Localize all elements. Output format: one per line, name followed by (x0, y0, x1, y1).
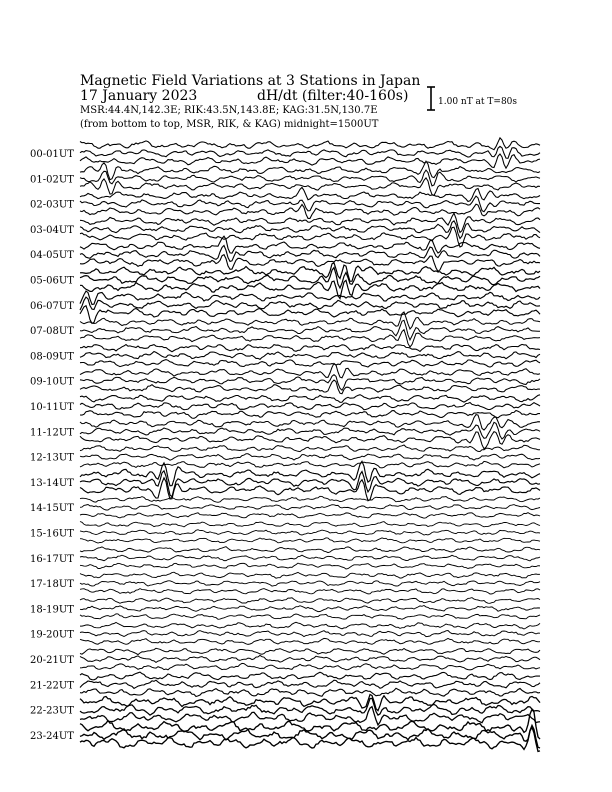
trace-line-msr (80, 227, 540, 247)
hour-label: 01-02UT (30, 174, 74, 186)
hour-label: 16-17UT (30, 553, 74, 565)
trace-line-kag (80, 598, 540, 604)
trace-line-kag (80, 395, 540, 403)
chart-date: 17 January 2023 (80, 88, 198, 104)
trace-line-kag (80, 547, 540, 553)
trace-line-kag (80, 496, 540, 502)
trace-line-rik (80, 403, 540, 410)
trace-line-kag (80, 236, 540, 253)
trace-line-kag (80, 344, 540, 351)
trace-line-rik (80, 530, 540, 535)
trace-line-msr (80, 178, 540, 196)
hour-label: 11-12UT (30, 427, 74, 439)
trace-line-kag (80, 187, 540, 201)
hour-label: 17-18UT (30, 579, 74, 591)
hour-label: 21-22UT (30, 680, 74, 692)
trace-line-msr (80, 614, 540, 620)
trace-line-rik (80, 631, 540, 637)
trace-line-rik (80, 221, 540, 239)
hour-label: 03-04UT (30, 224, 74, 236)
trace-line-msr (80, 280, 540, 298)
hour-label: 06-07UT (30, 300, 74, 312)
trace-line-kag (80, 138, 540, 150)
hour-label: 18-19UT (30, 604, 74, 616)
trace-line-kag (80, 363, 540, 377)
trace-line-msr (80, 255, 540, 272)
hour-label: 19-20UT (30, 629, 74, 641)
chart-title: Magnetic Field Variations at 3 Stations in Japan (80, 73, 421, 89)
hour-label: 08-09UT (30, 351, 74, 363)
trace-line-msr (80, 589, 540, 594)
hour-label: 23-24UT (30, 730, 74, 742)
chart-quantity: dH/dt (filter:40-160s) (257, 88, 409, 104)
station-order-note: (from bottom to top, MSR, RIK, & KAG) midnight=1500UT (80, 119, 379, 130)
trace-line-msr (80, 360, 540, 368)
trace-line-msr (80, 638, 540, 644)
hour-label: 22-23UT (30, 705, 74, 717)
trace-line-rik (80, 146, 540, 158)
hour-label: 14-15UT (30, 503, 74, 515)
hour-label: 20-21UT (30, 655, 74, 666)
hour-label: 13-14UT (30, 477, 74, 489)
hour-label: 00-01UT (30, 149, 74, 160)
scale-bar (427, 87, 517, 110)
trace-line-msr (80, 411, 540, 419)
trace-line-rik (80, 375, 540, 391)
trace-line-rik (80, 454, 540, 461)
trace-line-msr (80, 461, 540, 468)
hour-label: 12-13UT (30, 452, 74, 464)
hour-label: 02-03UT (30, 199, 74, 211)
trace-line-kag (80, 415, 540, 430)
hour-label: 09-10UT (30, 376, 74, 388)
chart-header (80, 73, 420, 130)
trace-line-rik (80, 246, 540, 262)
trace-line-msr (80, 478, 540, 501)
trace-line-rik (80, 555, 540, 561)
trace-line-msr (80, 204, 540, 218)
trace-line-msr (80, 688, 540, 696)
trace-line-rik (80, 680, 540, 688)
hour-labels (30, 149, 74, 742)
hour-label: 15-16UT (30, 528, 74, 540)
hour-label: 10-11UT (30, 402, 74, 413)
trace-line-rik (80, 471, 540, 497)
trace-line-kag (80, 445, 540, 452)
trace-line-msr (80, 538, 540, 543)
trace-line-msr (80, 513, 540, 519)
trace-line-msr (80, 306, 540, 324)
hour-label: 04-05UT (30, 250, 74, 262)
trace-line-rik (80, 352, 540, 360)
trace-line-kag (80, 572, 540, 578)
trace-line-kag (80, 672, 540, 680)
trace-line-msr (80, 707, 540, 725)
trace-line-rik (80, 655, 540, 662)
trace-line-rik (80, 505, 540, 511)
station-coordinates: MSR:44.4N,142.3E; RIK:43.5N,143.8E; KAG:31.5N,130.7E (80, 105, 378, 116)
trace-line-msr (80, 663, 540, 670)
trace-line-rik (80, 581, 540, 586)
hour-label: 05-06UT (30, 275, 74, 287)
trace-line-rik (80, 606, 540, 612)
trace-line-kag (80, 622, 540, 629)
scale-bar-label: 1.00 nT at T=80s (438, 97, 518, 107)
trace-group (80, 138, 540, 752)
trace-line-kag (80, 648, 540, 654)
trace-line-kag (80, 522, 540, 527)
hour-label: 07-08UT (30, 326, 74, 338)
trace-line-msr (80, 563, 540, 569)
